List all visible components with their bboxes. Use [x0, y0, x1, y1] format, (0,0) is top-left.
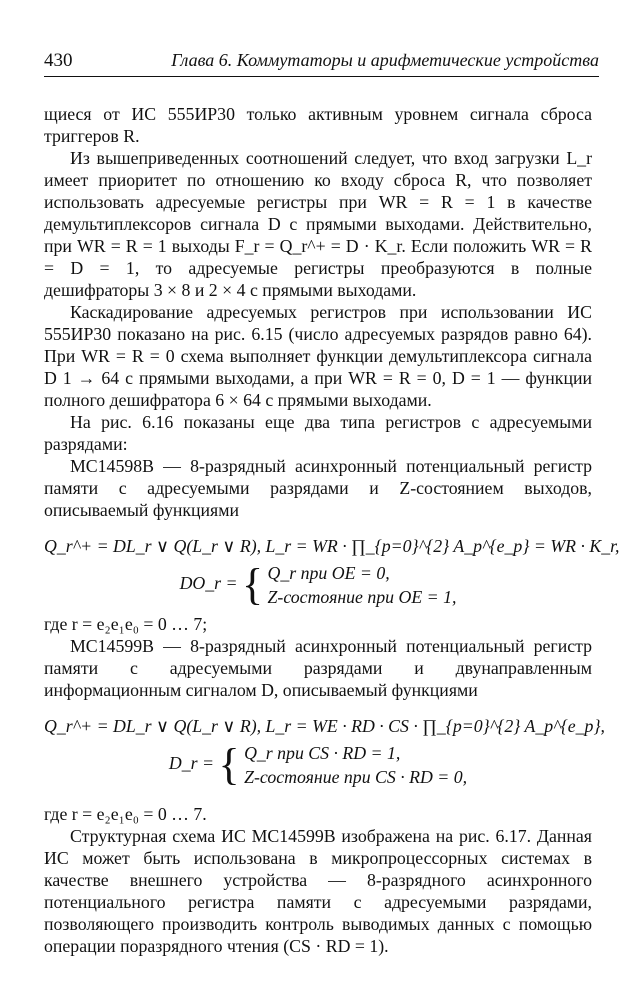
formula-dor-cases: [268, 561, 457, 609]
formula-dor-lhs: DO_r =: [179, 573, 238, 594]
paragraph-5: MC14598B — 8-разрядный асинхронный потенциальный регистр памяти с адресуемыми разрядами и Z-состоянием выходов, описываемый функциями: [44, 456, 592, 520]
where-2: где r = e₂e₁e₀ = 0 … 7.: [44, 804, 207, 824]
formula-dor-case-2: Z-состояние при OE = 1,: [267, 587, 457, 607]
running-title: Глава 6. Коммутаторы и арифметические устройства: [171, 50, 599, 70]
formula-qr-mc14599: Q_r^+ = DL_r ∨ Q(L_r ∨ R), L_r = WE · RD · CS · ∏_{p=0}^{2} A_p^{e_p},: [44, 716, 606, 736]
formula-dor: [44, 561, 592, 609]
formula-dr-case-1: Q_r при CS · RD = 1,: [244, 743, 401, 763]
page-header: [44, 50, 599, 77]
formula-dr-cases: [244, 741, 467, 789]
paragraph-3: Каскадирование адресуемых регистров при использовании ИС 555ИР30 показано на рис. 6.15 (число адресуемых разрядов равно 64). При WR = R = 0 схема выполняет функции демультиплексора сигнала D 1 → 64 с прямыми выходами, а при WR = R = 0, D = 1 — функции полного дешифратора 6 × 64 с прямыми выходами.: [44, 302, 592, 410]
formula-dr: [44, 741, 592, 789]
paragraph-2: Из вышеприведенных соотношений следует, что вход загрузки L_r имеет приоритет по отношению ко входу сброса R, что позволяет использовать адресуемые регистры при WR = R = 1 в качестве демультиплексоров сигнала D с прямыми выходами. Действительно, при WR = R = 1 выходы F_r = Q_r^+ = D · K_r. Если положить WR = R = D = 1, то адресуемые регистры преобразуются в полные дешифраторы 3 × 8 и 2 × 4 с прямыми выходами.: [44, 148, 592, 300]
paragraph-7: Структурная схема ИС MC14599B изображена на рис. 6.17. Данная ИС может быть использована в микропроцессорных системах в качестве внешнего устройства — 8-разрядного асинхронного потенциального регистра памяти с адресуемыми разрядами, позволяющего производить контроль выводимых данных с помощью операции поразрядного чтения (CS · RD = 1).: [44, 826, 592, 956]
brace-icon: {: [241, 560, 264, 609]
formula-dr-case-2: Z-состояние при CS · RD = 0,: [244, 767, 468, 787]
paragraph-4: На рис. 6.16 показаны еще два типа регистров с адресуемыми разрядами:: [44, 412, 592, 454]
brace-icon: {: [218, 740, 240, 789]
formula-dor-case-1: Q_r при OE = 0,: [267, 563, 390, 583]
page-number: 430: [44, 50, 73, 71]
paragraph-6: MC14599B — 8-разрядный асинхронный потенциальный регистр памяти с адресуемыми разрядами и двунаправленным информационным сигналом D, описываемый функциями: [44, 636, 592, 700]
formula-qr-mc14598: Q_r^+ = DL_r ∨ Q(L_r ∨ R), L_r = WR · ∏_{p=0}^{2} A_p^{e_p} = WR · K_r,: [44, 536, 620, 556]
paragraph-1: щиеся от ИС 555ИР30 только активным уровнем сигнала сброса триггеров R.: [44, 104, 592, 146]
formula-dr-lhs: D_r =: [168, 753, 215, 774]
page-body: [44, 103, 620, 957]
where-1: где r = e₂e₁e₀ = 0 … 7;: [44, 614, 208, 634]
